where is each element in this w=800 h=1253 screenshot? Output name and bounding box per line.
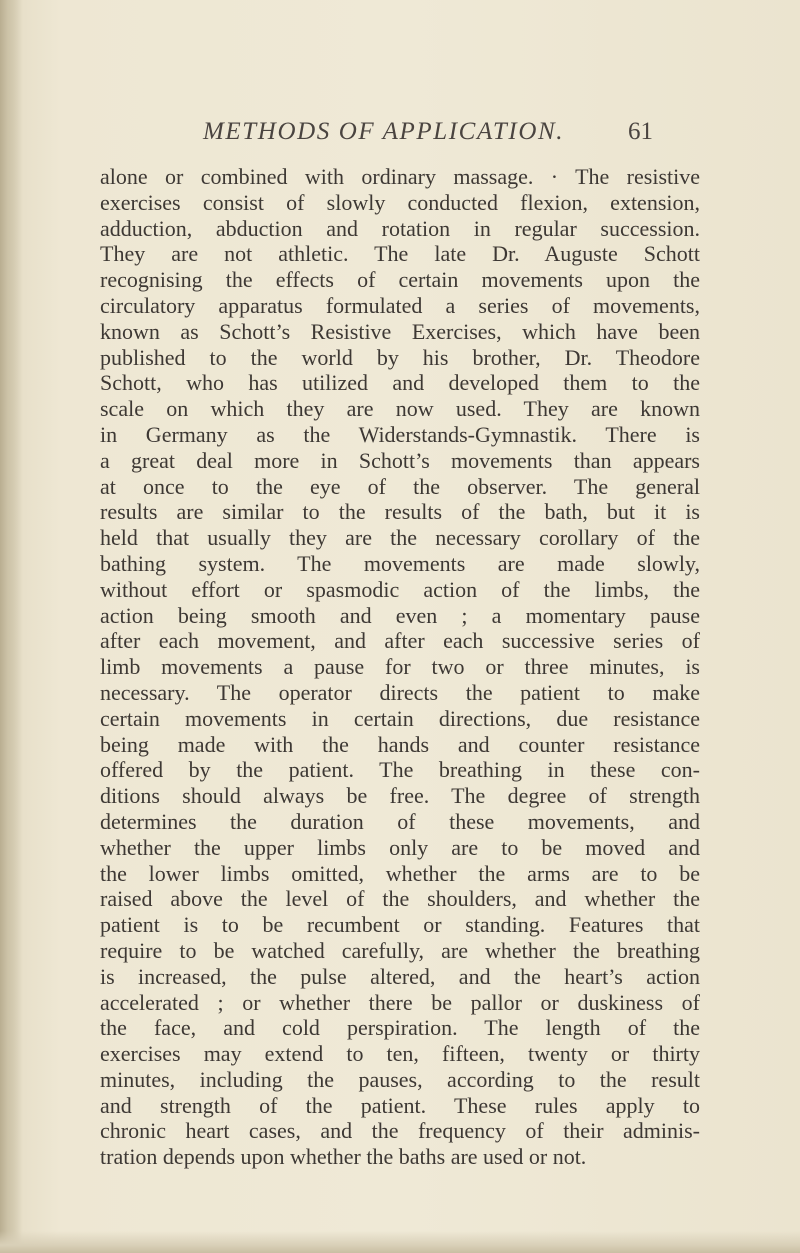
- text-line: adduction, abduction and rotation in regular succession.: [100, 215, 700, 241]
- text-line: limb movements a pause for two or three minutes, is: [100, 654, 700, 680]
- binding-gutter: [0, 0, 22, 1253]
- text-line: exercises consist of slowly conducted flexion, extension,: [100, 189, 700, 215]
- text-line: a great deal more in Schott’s movements than appears: [100, 447, 700, 473]
- text-line: the face, and cold perspiration. The length of the: [100, 1015, 700, 1041]
- text-line: without effort or spasmodic action of the limbs, the: [100, 576, 700, 602]
- text-line: held that usually they are the necessary corollary of the: [100, 525, 700, 551]
- text-line: patient is to be recumbent or standing. Features that: [100, 912, 700, 938]
- page-header: [0, 118, 800, 148]
- text-line: offered by the patient. The breathing in these con-: [100, 757, 700, 783]
- text-line: certain movements in certain directions, due resistance: [100, 705, 700, 731]
- text-line: exercises may extend to ten, fifteen, twenty or thirty: [100, 1041, 700, 1067]
- text-line: published to the world by his brother, Dr. Theodore: [100, 344, 700, 370]
- text-line: alone or combined with ordinary massage. · The resistive: [100, 164, 700, 189]
- text-line: accelerated ; or whether there be pallor or duskiness of: [100, 989, 700, 1015]
- text-line: recognising the effects of certain movements upon the: [100, 267, 700, 293]
- text-line: Schott, who has utilized and developed them to the: [100, 370, 700, 396]
- text-line: the lower limbs omitted, whether the arms are to be: [100, 860, 700, 886]
- body-paragraph: [100, 164, 700, 1170]
- text-line: being made with the hands and counter resistance: [100, 731, 700, 757]
- text-line: minutes, including the pauses, according to the result: [100, 1066, 700, 1092]
- running-head: METHODS OF APPLICATION.: [203, 118, 565, 145]
- text-line: determines the duration of these movements, and: [100, 808, 700, 834]
- text-line: scale on which they are now used. They are known: [100, 396, 700, 422]
- text-line: circulatory apparatus formulated a series of movements,: [100, 292, 700, 318]
- text-line: raised above the level of the shoulders, and whether the: [100, 886, 700, 912]
- text-line: results are similar to the results of the bath, but it is: [100, 499, 700, 525]
- text-line: action being smooth and even ; a momentary pause: [100, 602, 700, 628]
- text-line: known as Schott’s Resistive Exercises, which have been: [100, 318, 700, 344]
- page-number: 61: [628, 118, 653, 145]
- text-line: bathing system. The movements are made slowly,: [100, 550, 700, 576]
- text-line: and strength of the patient. These rules apply to: [100, 1092, 700, 1118]
- text-line: necessary. The operator directs the patient to make: [100, 679, 700, 705]
- text-line: tration depends upon whether the baths are used or not.: [100, 1144, 587, 1170]
- text-line: is increased, the pulse altered, and the heart’s action: [100, 963, 700, 989]
- text-line: chronic heart cases, and the frequency of their adminis-: [100, 1118, 700, 1144]
- text-line: ditions should always be free. The degree of strength: [100, 783, 700, 809]
- text-line: whether the upper limbs only are to be moved and: [100, 834, 700, 860]
- page-bottom-edge: [0, 1231, 800, 1253]
- text-line: after each movement, and after each successive series of: [100, 628, 700, 654]
- text-line: They are not athletic. The late Dr. Auguste Schott: [100, 241, 700, 267]
- text-line: at once to the eye of the observer. The general: [100, 473, 700, 499]
- text-line: require to be watched carefully, are whether the breathing: [100, 937, 700, 963]
- text-line: in Germany as the Widerstands-Gymnastik. There is: [100, 421, 700, 447]
